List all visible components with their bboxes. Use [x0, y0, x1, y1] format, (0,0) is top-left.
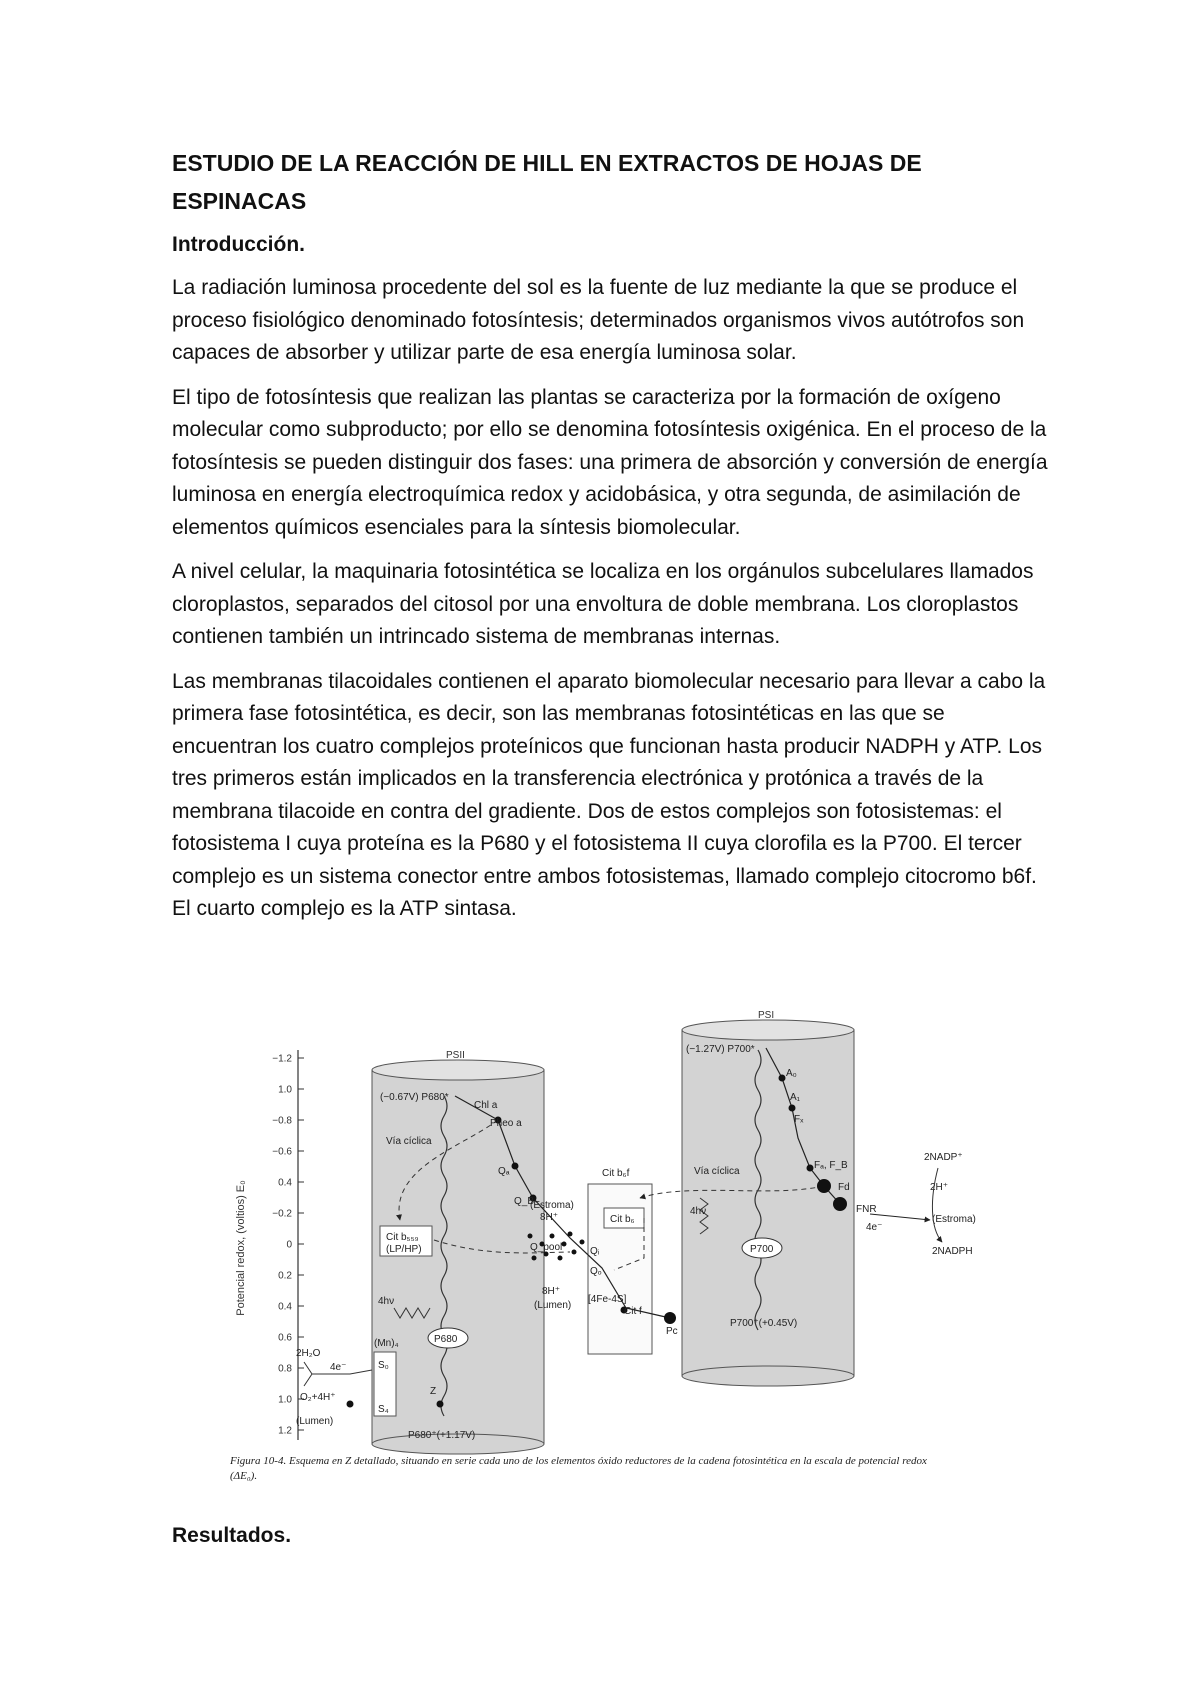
y-tick-label: 0.4	[278, 1301, 292, 1313]
nadp-curve	[932, 1168, 942, 1242]
s0-label: S₀	[378, 1360, 389, 1371]
p700-star-label: (−1.27V) P700*	[686, 1044, 755, 1055]
paragraph-3: A nivel celular, la maquinaria fotosintética se localiza en los orgánulos subcelulares llamados cloroplastos, separados del citosol por una envoltura de doble membrana. Los cloroplastos contienen también un intrincado sistema de membranas internas.	[172, 560, 1034, 648]
y-tick-label: 0.6	[278, 1332, 292, 1344]
fx-label: Fₓ	[794, 1114, 804, 1125]
s4-label: S₄	[378, 1404, 389, 1415]
y-tick-label: 0.2	[278, 1270, 292, 1282]
z-label: Z	[430, 1386, 437, 1397]
figure-caption: Figura 10-4. Esquema en Z detallado, situando en serie cada uno de los elementos óxido reductores de la cadena fotosintética en la escala de potencial redox (ΔE₀).	[230, 1455, 927, 1482]
psi-label: PSI	[758, 1010, 775, 1021]
y-axis-ticks	[272, 1054, 304, 1437]
fes-label: [4Fe-4S]	[588, 1294, 627, 1305]
y-tick-label: −0.6	[272, 1146, 292, 1158]
via-ciclica-psii-label: Vía cíclica	[386, 1136, 432, 1147]
fd-label: Fd	[838, 1182, 850, 1193]
mn-label: (Mn)₄	[374, 1338, 399, 1349]
via-ciclica-psi-label: Vía cíclica	[694, 1166, 740, 1177]
document-title: ESTUDIO DE LA REACCIÓN DE HILL EN EXTRACTOS DE HOJAS DE ESPINACAS	[172, 150, 922, 214]
y-tick-label: 1.0	[278, 1394, 292, 1406]
psi-photons-label: 4hν	[690, 1206, 707, 1217]
p680-star-label: (−0.67V) P680*	[380, 1092, 449, 1103]
estroma-cyt-label: (Estroma)	[530, 1200, 574, 1211]
h-out-label: 8H⁺	[542, 1286, 561, 1297]
a1-label: A₁	[790, 1092, 801, 1103]
fnr-label: FNR	[856, 1204, 877, 1215]
psi-cylinder	[682, 1010, 854, 1386]
fnr-arrow	[870, 1214, 930, 1220]
qb-label: Q_B	[514, 1196, 535, 1207]
pc-label: Pc	[666, 1326, 678, 1337]
h-in-label: 8H⁺	[540, 1212, 559, 1223]
cytf-label: Cit f	[624, 1306, 642, 1317]
psii-photons-label: 4hν	[378, 1296, 395, 1307]
document-body	[172, 144, 1052, 938]
p700-plus-label: P700⁺(+0.45V)	[730, 1318, 798, 1329]
estroma-nadp-label: (Estroma)	[932, 1214, 976, 1225]
qa-label: Qₐ	[498, 1166, 510, 1177]
results-heading: Resultados.	[172, 1524, 292, 1547]
y-tick-label: 0.8	[278, 1363, 292, 1375]
cyt-b6-label: Cit b₆	[610, 1214, 635, 1225]
o2-label: O₂+4H⁺	[300, 1392, 336, 1403]
nadph-label: 2NADPH	[932, 1246, 973, 1257]
psii-label: PSII	[446, 1050, 465, 1061]
p680-label: P680	[434, 1334, 458, 1345]
h-nadp-label: 2H⁺	[930, 1182, 949, 1193]
psi-electrons-label: 4e⁻	[866, 1222, 883, 1233]
y-tick-label: 0.4	[278, 1177, 292, 1189]
intro-heading: Introducción.	[172, 233, 305, 256]
figure-caption-wrap	[230, 1454, 930, 1506]
paragraph-2: El tipo de fotosíntesis que realizan las plantas se caracteriza por la formación de oxígeno molecular como subproducto; por ello se denomina fotosíntesis oxigénica. En el proceso de la fotosíntesis se pueden distinguir dos fases: una primera de absorción y conversión de energía luminosa en energía electroquímica redox y acidobásica, y otra segunda, de asimilación de elementos químicos esenciales para la síntesis biomolecular.	[172, 385, 1048, 539]
qpool-label: Q_pool	[530, 1242, 563, 1253]
y-tick-label: 1.2	[278, 1425, 292, 1437]
p700-label: P700	[750, 1244, 774, 1255]
y-tick-label: −1.2	[272, 1053, 292, 1065]
qi-label: Qᵢ	[590, 1246, 600, 1257]
y-tick-label: −0.2	[272, 1208, 292, 1220]
cyt-b559-sub-label: (LP/HP)	[386, 1244, 422, 1255]
y-tick-label: −0.8	[272, 1115, 292, 1127]
cyt-b559-label: Cit b₅₅₉	[386, 1232, 419, 1243]
lumen-cyt-label: (Lumen)	[534, 1300, 572, 1311]
lumen-psii-label: (Lumen)	[296, 1416, 334, 1427]
y-tick-label: 0	[286, 1239, 292, 1251]
y-tick-label: 1.0	[278, 1084, 292, 1096]
electrons-water-label: 4e⁻	[330, 1362, 347, 1373]
a0-label: A₀	[786, 1068, 797, 1079]
p680-plus-label: P680⁺(+1.17V)	[408, 1430, 476, 1441]
chl-a-label: Chl a	[474, 1100, 498, 1111]
paragraph-1: La radiación luminosa procedente del sol es la fuente de luz mediante la que se produce el proceso fisiológico denominado fotosíntesis; determinados organismos vivos autótrofos son capaces de absorber y utilizar parte de esa energía luminosa solar.	[172, 276, 1025, 364]
nadp-label: 2NADP⁺	[924, 1152, 963, 1163]
qo-label: Qₒ	[590, 1266, 602, 1277]
fab-label: Fₐ, F_B	[814, 1160, 848, 1171]
paragraph-4: Las membranas tilacoidales contienen el aparato biomolecular necesario para llevar a cabo la primera fase fotosintética, es decir, son las membranas fotosintéticas en las que se encuentran los cuatro complejos proteínicos que funcionan hasta producir NADPH y ATP. Los tres primeros están implicados en la transferencia electrónica y protónica a través de la membrana tilacoide en contra del gradiente. Dos de estos complejos son fotosistemas: el fotosistema I cuya proteína es la P680 y el fotosistema II cuya clorofila es la P700. El tercer complejo es un sistema conector entre ambos fotosistemas, llamado complejo citocromo b6f. El cuarto complejo es la ATP sintasa.	[172, 669, 1046, 920]
z-scheme-figure	[230, 1008, 980, 1506]
h2o-label: 2H₂O	[296, 1348, 321, 1359]
y-axis-label: Potencial redox, (voltios) E₀	[235, 1180, 247, 1316]
cytb6f-label: Cit b₆f	[602, 1168, 630, 1179]
pheo-a-label: Pheo a	[490, 1118, 522, 1129]
